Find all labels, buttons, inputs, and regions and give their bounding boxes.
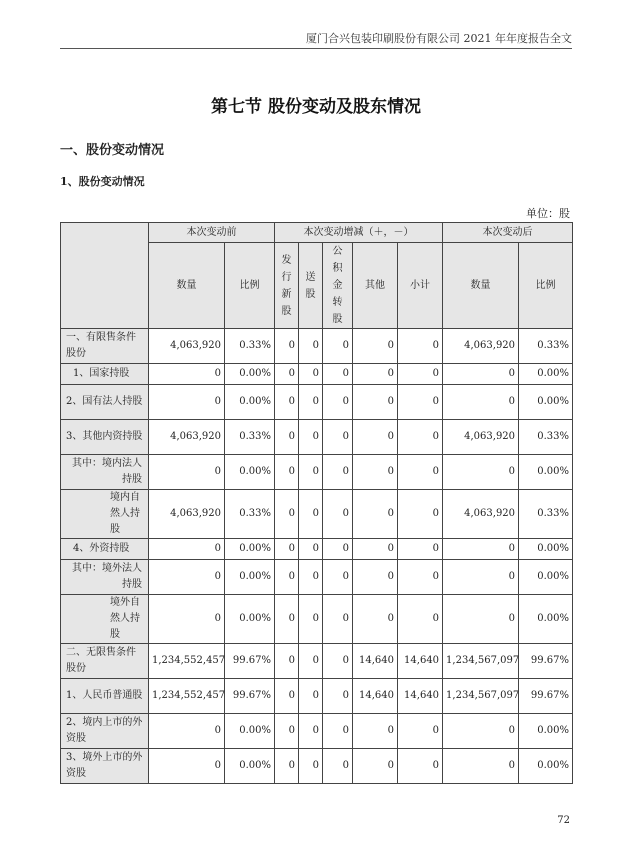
- table-cell: 0: [353, 455, 398, 490]
- table-row: [61, 539, 573, 560]
- share-change-table: [60, 222, 573, 784]
- table-cell: 1,234,552,457: [149, 679, 225, 714]
- table-cell: 0: [398, 420, 443, 455]
- table-cell: 0: [275, 539, 299, 560]
- table-cell: 0: [149, 455, 225, 490]
- table-cell: 0: [353, 539, 398, 560]
- page-number: 72: [557, 815, 570, 826]
- row-label: 二、无限售条件股份: [61, 644, 149, 679]
- table-row: [61, 455, 573, 490]
- table-row: [61, 329, 573, 364]
- table-cell: 0: [353, 490, 398, 539]
- table-cell: 0.00%: [519, 385, 573, 420]
- table-cell: 0: [149, 714, 225, 749]
- table-cell: 0: [353, 749, 398, 784]
- table-cell: 0: [353, 595, 398, 644]
- table-cell: 4,063,920: [443, 420, 519, 455]
- table-cell: 0: [398, 595, 443, 644]
- header-corner: [61, 223, 149, 329]
- group-change: 本次变动增减（＋，－）: [275, 223, 443, 243]
- table-cell: 99.67%: [519, 644, 573, 679]
- table-cell: 0: [353, 364, 398, 385]
- table-cell: 0: [275, 385, 299, 420]
- table-cell: 0: [299, 595, 323, 644]
- table-cell: 0: [443, 749, 519, 784]
- table-cell: 0: [353, 329, 398, 364]
- col-header: 比例: [519, 243, 573, 329]
- col-header: 小计: [398, 243, 443, 329]
- table-cell: 0: [323, 714, 353, 749]
- row-label: 其中：境内法人持股: [61, 455, 149, 490]
- row-label: 2、境内上市的外资股: [61, 714, 149, 749]
- table-cell: 0: [299, 455, 323, 490]
- table-cell: 0: [398, 490, 443, 539]
- running-header: 厦门合兴包装印刷股份有限公司 2021 年年度报告全文: [60, 30, 572, 49]
- table-cell: 0: [149, 595, 225, 644]
- table-cell: 0: [299, 539, 323, 560]
- table-cell: 0: [299, 490, 323, 539]
- table-cell: 0.00%: [225, 539, 275, 560]
- table-cell: 0.00%: [519, 539, 573, 560]
- row-label: 4、外资持股: [61, 539, 149, 560]
- table-cell: 0: [323, 329, 353, 364]
- table-cell: 0: [275, 420, 299, 455]
- table-cell: 0: [323, 644, 353, 679]
- table-cell: 0: [275, 644, 299, 679]
- table-cell: 0: [299, 560, 323, 595]
- table-cell: 0.00%: [225, 364, 275, 385]
- table-cell: 0.00%: [519, 595, 573, 644]
- table-cell: 0: [398, 364, 443, 385]
- table-cell: 0: [275, 329, 299, 364]
- table-cell: 0: [323, 560, 353, 595]
- table-cell: 0.00%: [519, 364, 573, 385]
- col-header: 其他: [353, 243, 398, 329]
- table-cell: 1,234,552,457: [149, 644, 225, 679]
- col-header: 发 行 新 股: [275, 243, 299, 329]
- table-cell: 0: [323, 749, 353, 784]
- table-cell: 0: [323, 455, 353, 490]
- table-cell: 0.00%: [225, 385, 275, 420]
- table-row: [61, 560, 573, 595]
- subsection-heading: 一、股份变动情况: [60, 143, 165, 158]
- col-header: 比例: [225, 243, 275, 329]
- table-cell: 0: [275, 560, 299, 595]
- table-cell: 0: [299, 714, 323, 749]
- table-cell: 0.00%: [519, 749, 573, 784]
- table-cell: 0.00%: [225, 595, 275, 644]
- group-before: 本次变动前: [149, 223, 275, 243]
- table-cell: 4,063,920: [443, 329, 519, 364]
- table-cell: 0: [299, 644, 323, 679]
- table-cell: 0: [443, 714, 519, 749]
- table-row: [61, 364, 573, 385]
- row-label: 3、境外上市的外资股: [61, 749, 149, 784]
- table-cell: 0: [443, 364, 519, 385]
- row-label: 境内自然人持股: [61, 490, 149, 539]
- table-cell: 0.00%: [519, 455, 573, 490]
- table-cell: 0: [398, 385, 443, 420]
- table-row: [61, 679, 573, 714]
- group-after: 本次变动后: [443, 223, 573, 243]
- table-cell: 0: [275, 455, 299, 490]
- table-cell: 0: [323, 490, 353, 539]
- table-cell: 0: [398, 714, 443, 749]
- row-label: 其中：境外法人持股: [61, 560, 149, 595]
- sub-subsection-heading: 1、股份变动情况: [60, 175, 145, 188]
- table-row: [61, 749, 573, 784]
- table-cell: 1,234,567,097: [443, 679, 519, 714]
- table-cell: 4,063,920: [149, 329, 225, 364]
- table-cell: 0: [398, 329, 443, 364]
- table-cell: 0.33%: [225, 490, 275, 539]
- table-cell: 4,063,920: [443, 490, 519, 539]
- section-title: 第七节 股份变动及股东情况: [211, 97, 421, 117]
- table-row: [61, 595, 573, 644]
- table-cell: 0.33%: [225, 329, 275, 364]
- table-cell: 0: [443, 539, 519, 560]
- col-header: 数量: [149, 243, 225, 329]
- table-cell: 0: [398, 455, 443, 490]
- table-cell: 0: [353, 714, 398, 749]
- table-cell: 0: [299, 385, 323, 420]
- table-cell: 99.67%: [519, 679, 573, 714]
- row-label: 一、有限售条件股份: [61, 329, 149, 364]
- row-label: 1、人民币普通股: [61, 679, 149, 714]
- table-cell: 0.00%: [225, 560, 275, 595]
- table-cell: 0: [275, 714, 299, 749]
- table-cell: 0: [149, 749, 225, 784]
- table-row: [61, 490, 573, 539]
- table-row: [61, 644, 573, 679]
- table-cell: 0: [353, 560, 398, 595]
- table-cell: 0: [275, 364, 299, 385]
- table-cell: 0: [299, 364, 323, 385]
- table-cell: 0: [149, 560, 225, 595]
- table-cell: 99.67%: [225, 679, 275, 714]
- table-cell: 0.00%: [519, 714, 573, 749]
- table-row: [61, 420, 573, 455]
- table-cell: 0: [149, 385, 225, 420]
- table-cell: 0.00%: [519, 560, 573, 595]
- table-cell: 14,640: [353, 679, 398, 714]
- table-cell: 0: [299, 329, 323, 364]
- table-cell: 0.33%: [519, 420, 573, 455]
- row-label: 境外自然人持股: [61, 595, 149, 644]
- table-cell: 0: [398, 539, 443, 560]
- table-cell: 0.33%: [519, 490, 573, 539]
- table-cell: 0: [275, 595, 299, 644]
- table-cell: 0.00%: [225, 714, 275, 749]
- table-cell: 0: [299, 749, 323, 784]
- col-header: 送 股: [299, 243, 323, 329]
- table-cell: 14,640: [353, 644, 398, 679]
- table-cell: 0.00%: [225, 455, 275, 490]
- table-cell: 0: [323, 385, 353, 420]
- table-cell: 0: [443, 595, 519, 644]
- table-cell: 0: [398, 560, 443, 595]
- table-cell: 14,640: [398, 644, 443, 679]
- table-cell: 0: [323, 420, 353, 455]
- table-cell: 0: [275, 749, 299, 784]
- table-cell: 14,640: [398, 679, 443, 714]
- table-cell: 0.33%: [519, 329, 573, 364]
- table-cell: 0: [299, 420, 323, 455]
- col-header: 数量: [443, 243, 519, 329]
- col-header: 公 积 金 转 股: [323, 243, 353, 329]
- table-cell: 0.33%: [225, 420, 275, 455]
- table-cell: 1,234,567,097: [443, 644, 519, 679]
- table-cell: 0: [443, 385, 519, 420]
- table-row: [61, 714, 573, 749]
- table-cell: 0: [323, 364, 353, 385]
- table-cell: 0: [323, 679, 353, 714]
- table-cell: 0: [275, 490, 299, 539]
- row-label: 2、国有法人持股: [61, 385, 149, 420]
- table-cell: 0: [299, 679, 323, 714]
- table-cell: 0: [353, 385, 398, 420]
- table-cell: 4,063,920: [149, 420, 225, 455]
- unit-label: 单位：股: [526, 207, 570, 220]
- table-cell: 0: [398, 749, 443, 784]
- table-cell: 0: [443, 560, 519, 595]
- table-cell: 0.00%: [225, 749, 275, 784]
- table-cell: 0: [149, 539, 225, 560]
- table-cell: 0: [323, 539, 353, 560]
- table-cell: 0: [149, 364, 225, 385]
- table-cell: 0: [353, 420, 398, 455]
- table-cell: 0: [323, 595, 353, 644]
- row-label: 3、其他内资持股: [61, 420, 149, 455]
- row-label: 1、国家持股: [61, 364, 149, 385]
- table-cell: 0: [275, 679, 299, 714]
- table-cell: 0: [443, 455, 519, 490]
- table-row: [61, 385, 573, 420]
- table-cell: 99.67%: [225, 644, 275, 679]
- table-cell: 4,063,920: [149, 490, 225, 539]
